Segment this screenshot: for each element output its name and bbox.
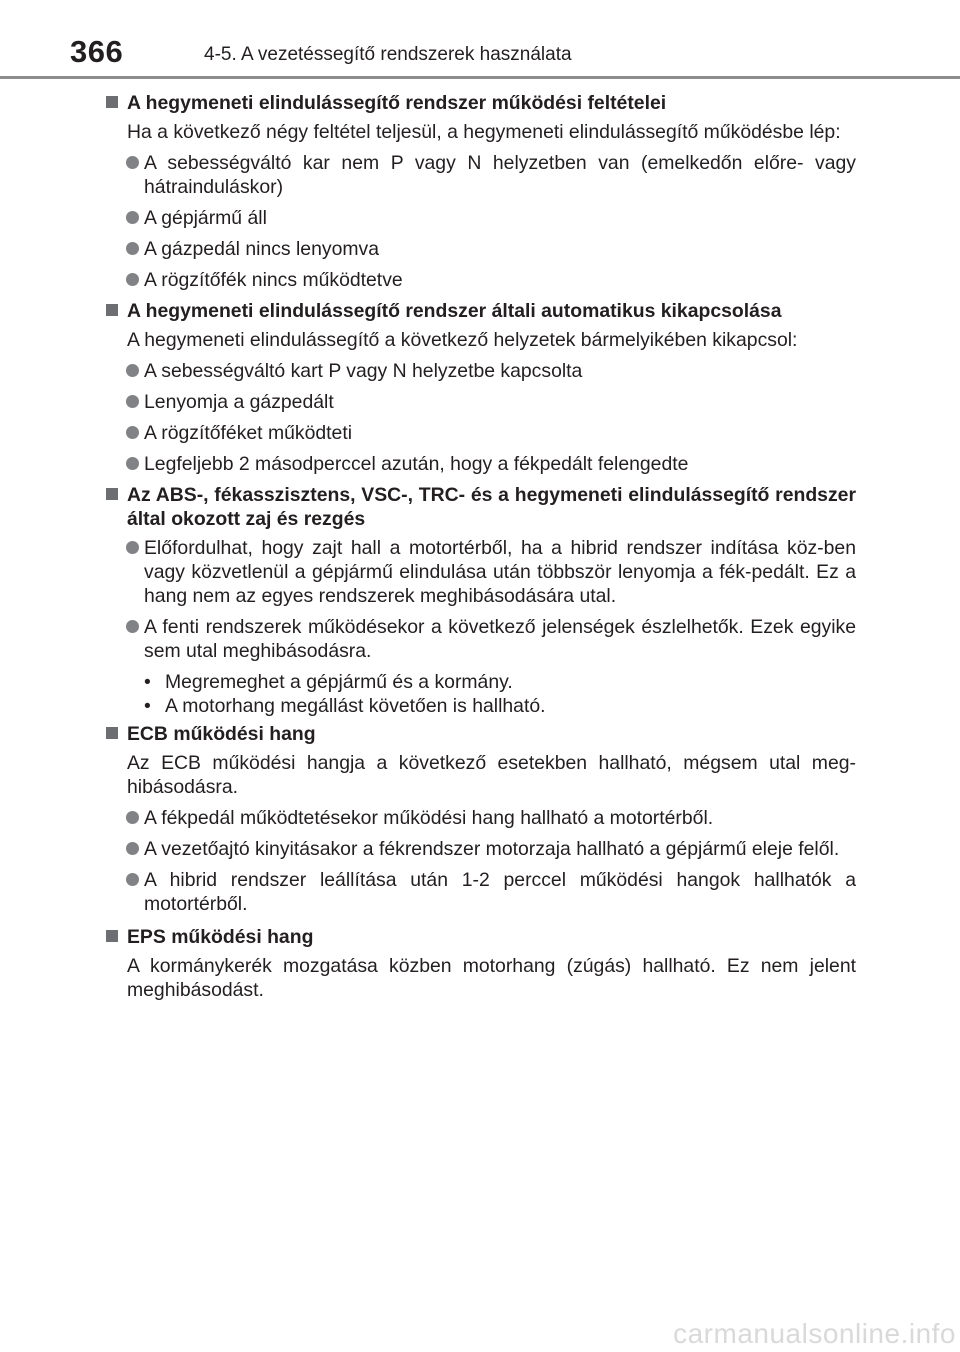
sub-list	[104, 670, 856, 718]
page-number: 366	[70, 34, 124, 69]
list-item: A gépjármű áll	[104, 206, 856, 230]
list-item: A rögzítőféket működteti	[104, 421, 856, 445]
list-item: A vezetőajtó kinyitásakor a fékrendszer motorzaja hallható a gépjármű eleje felől.	[104, 837, 856, 861]
list-item: Lenyomja a gázpedált	[104, 390, 856, 414]
circle-bullet-icon	[126, 541, 139, 554]
square-bullet-icon	[106, 727, 118, 739]
section-intro: Ha a következő négy feltétel teljesül, a hegymeneti elindulássegítő működésbe lép:	[127, 121, 841, 143]
list-item: A fenti rendszerek működésekor a következő jelenségek észlelhetők. Ezek egyike sem utal meghibásodásra.	[104, 615, 856, 663]
section-intro: A hegymeneti elindulássegítő a következő helyzetek bármelyikében kikapcsol:	[127, 329, 798, 351]
section-ecb-sound	[104, 722, 856, 916]
circle-bullet-icon	[126, 364, 139, 377]
square-bullet-icon	[106, 96, 118, 108]
circle-bullet-icon	[126, 873, 139, 886]
list-item: A fékpedál működtetésekor működési hang hallható a motortérből.	[104, 806, 856, 830]
list-item: A rögzítőfék nincs működtetve	[104, 268, 856, 292]
circle-bullet-icon	[126, 811, 139, 824]
circle-bullet-icon	[126, 273, 139, 286]
dot-bullet-icon: •	[144, 695, 151, 717]
circle-bullet-icon	[126, 426, 139, 439]
section-eps-sound	[104, 925, 856, 1002]
section-title: Az ABS-, fékasszisztens, VSC-, TRC- és a hegymeneti elindulássegítő rendszer által okozott zaj és rezgés	[104, 483, 856, 531]
circle-bullet-icon	[126, 242, 139, 255]
dot-bullet-icon: •	[144, 671, 151, 693]
list-item: Legfeljebb 2 másodperccel azután, hogy a fékpedált felengedte	[104, 452, 856, 476]
circle-bullet-icon	[126, 395, 139, 408]
section-auto-off	[104, 299, 856, 476]
circle-bullet-icon	[126, 842, 139, 855]
sub-list-item: • A motorhang megállást követően is hallható.	[144, 695, 546, 717]
section-start-conditions	[104, 91, 856, 292]
section-intro: A kormánykerék mozgatása közben motorhang (zúgás) hallható. Ez nem jelent meghibásodást.	[127, 955, 856, 1001]
list-item: A sebességváltó kart P vagy N helyzetbe kapcsolta	[104, 359, 856, 383]
square-bullet-icon	[106, 930, 118, 942]
circle-bullet-icon	[126, 211, 139, 224]
section-title: EPS működési hang	[104, 925, 856, 949]
chapter-title: 4-5. A vezetéssegítő rendszerek használata	[204, 44, 572, 65]
circle-bullet-icon	[126, 156, 139, 169]
section-noise-vibration	[104, 483, 856, 718]
list-item: Előfordulhat, hogy zajt hall a motortérből, ha a hibrid rendszer indítása köz-ben vagy közvetlenül a gépjármű elindulása után többször lenyomja a fék-pedált. Ez a hang nem az egyes rendszerek meghibásodására utal.	[104, 536, 856, 608]
watermark: carmanualsonline.info	[673, 1318, 956, 1349]
list-item: A gázpedál nincs lenyomva	[104, 237, 856, 261]
sub-list-item: • Megremeghet a gépjármű és a kormány.	[144, 671, 513, 693]
section-intro: Az ECB működési hangja a következő esetekben hallható, mégsem utal meg-hibásodásra.	[127, 752, 856, 798]
square-bullet-icon	[106, 488, 118, 500]
square-bullet-icon	[106, 304, 118, 316]
circle-bullet-icon	[126, 457, 139, 470]
section-title: A hegymeneti elindulássegítő rendszer általi automatikus kikapcsolása	[104, 299, 856, 323]
list-item: A sebességváltó kar nem P vagy N helyzetben van (emelkedőn előre- vagy hátrainduláskor)	[104, 151, 856, 199]
page-content	[104, 91, 856, 1009]
header-divider	[0, 76, 960, 79]
list-item: A hibrid rendszer leállítása után 1-2 perccel működési hangok hallhatók a motortérből.	[104, 868, 856, 916]
section-title: ECB működési hang	[104, 722, 856, 746]
section-title: A hegymeneti elindulássegítő rendszer működési feltételei	[104, 91, 856, 115]
circle-bullet-icon	[126, 620, 139, 633]
page-header	[0, 0, 960, 80]
